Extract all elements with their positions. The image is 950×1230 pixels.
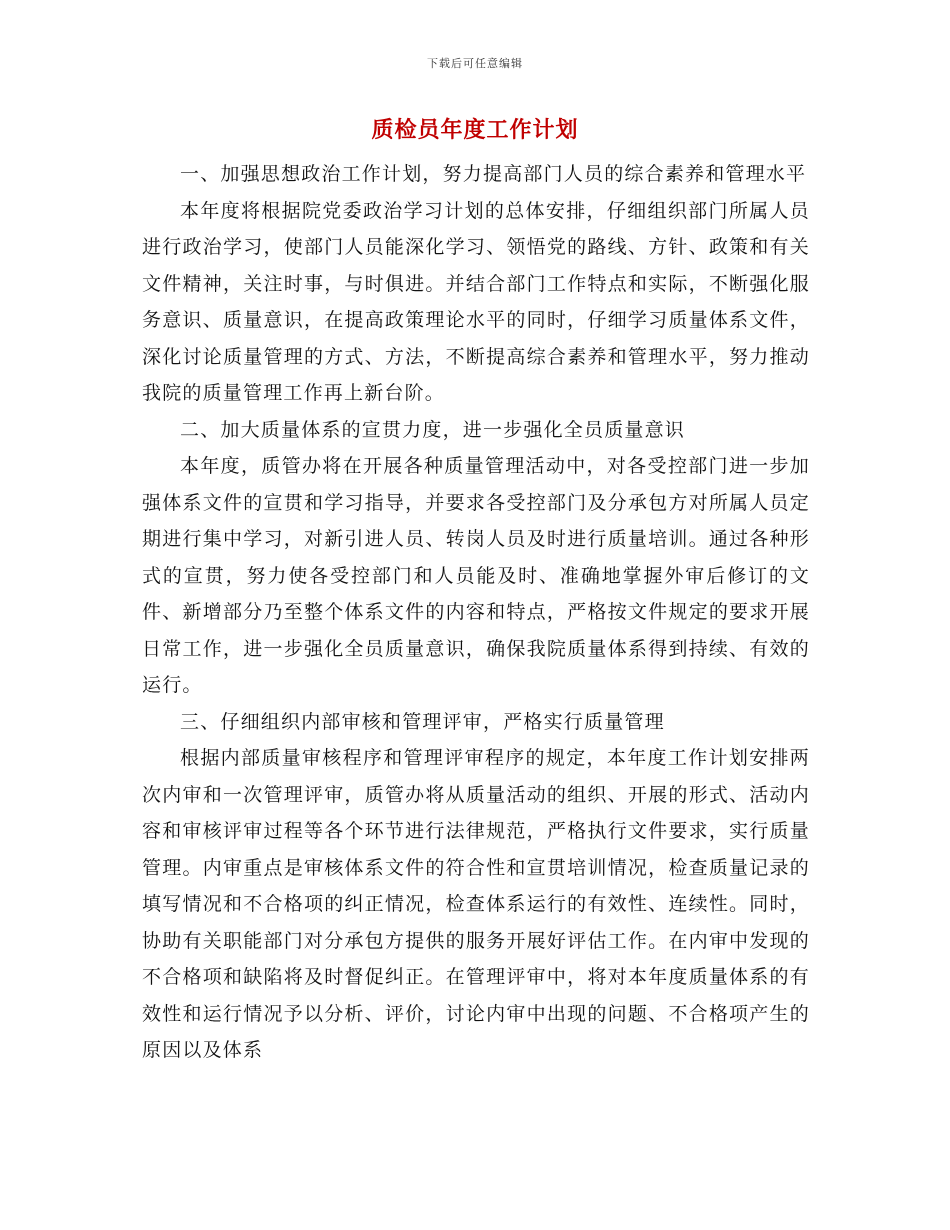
document-title: 质检员年度工作计划 bbox=[371, 117, 579, 143]
body-paragraph-2: 本年度，质管办将在开展各种质量管理活动中，对各受控部门进一步加强体系文件的宣贯和学习指导，并要求各受控部门及分承包方对所属人员定期进行集中学习，对新引进人员、转岗人员及时进行质量培训。通过各种形式的宣贯，努力使各受控部门和人员能及时、准确地掌握外审后修订的文件、新增部分乃至整个体系文件的内容和特点，严格按文件规定的要求开展日常工作，进一步强化全员质量意识，确保我院质量体系得到持续、有效的运行。 bbox=[142, 455, 810, 696]
body-paragraph-1: 本年度将根据院党委政治学习计划的总体安排，仔细组织部门所属人员进行政治学习，使部门人员能深化学习、领悟党的路线、方针、政策和有关文件精神，关注时事，与时俱进。并结合部门工作特点和实际，不断强化服务意识、质量意识，在提高政策理论水平的同时，仔细学习质量体系文件，深化讨论质量管理的方式、方法，不断提高综合素养和管理水平，努力推动我院的质量管理工作再上新台阶。 bbox=[142, 199, 810, 404]
section-heading-1: 一、加强思想政治工作计划，努力提高部门人员的综合素养和管理水平 bbox=[180, 163, 807, 185]
document-body bbox=[142, 156, 810, 1069]
page-header-note: 下载后可任意编辑 bbox=[427, 57, 523, 70]
body-paragraph-3: 根据内部质量审核程序和管理评审程序的规定，本年度工作计划安排两次内审和一次管理评审，质管办将从质量活动的组织、开展的形式、活动内容和审核评审过程等各个环节进行法律规范，严格执行文件要求，实行质量管理。内审重点是审核体系文件的符合性和宣贯培训情况，检查质量记录的填写情况和不合格项的纠正情况，检查体系运行的有效性、连续性。同时，协助有关职能部门对分承包方提供的服务开展好评估工作。在内审中发现的不合格项和缺陷将及时督促纠正。在管理评审中，将对本年度质量体系的有效性和运行情况予以分析、评价，讨论内审中出现的问题、不合格项产生的原因以及体系 bbox=[142, 747, 810, 1061]
section-heading-3: 三、仔细组织内部审核和管理评审，严格实行质量管理 bbox=[180, 710, 665, 733]
section-heading-2: 二、加大质量体系的宣贯力度，进一步强化全员质量意识 bbox=[180, 418, 686, 441]
